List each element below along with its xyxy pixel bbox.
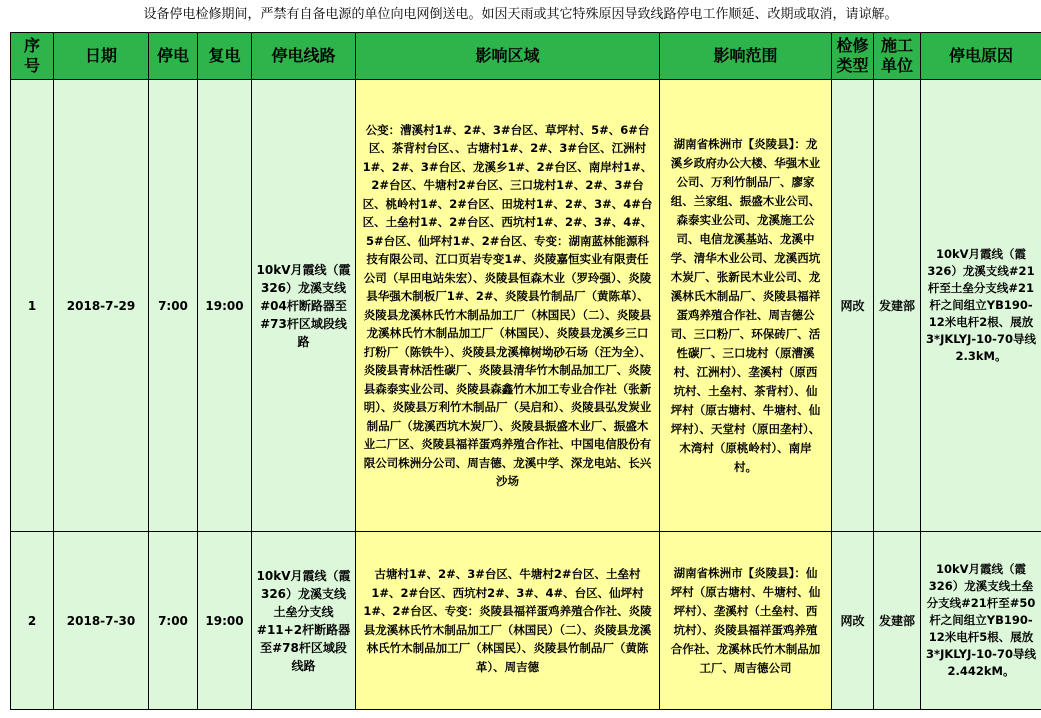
row-area: 公变：漕溪村1#、2#、3#台区、草坪村、5#、6#台区、茶背村台区、、古塘村1#、2#、3#台区、江洲村1#、2#、3#台区、龙溪乡1#、2#台区、南岸村1#、2#台区、牛塘村2#台区、三口垅村1#、2#、3#台区、桃岭村1#、2#台区、田垅村1#、2#、3#、4#台区、土垒村1#、2#台区、西坑村1#、2#、3#、4#、5#台区、仙坪村1#、2#台区、专变：湖南蓝林能源科技有限公司、江口页岩专变1#、炎陵嘉恒实业有限责任公司（早田电站朱宏）、炎陵县恒森木业（罗玲强）、炎陵县华强木制板厂1#、2#、炎陵县竹制品厂（黄陈革）、炎陵县龙溪林氏竹木制品加工厂（林国民）（二）、炎陵县龙溪林氏竹木制品加工厂（林国民）、炎陵县龙溪乡三口打粉厂（陈铁牛）、炎陵县龙溪樟树坳砂石场（汪为全）、炎陵县青林活性碳厂、炎陵县清华竹木制品加工厂、炎陵县森泰实业公司、炎陵县森鑫竹木加工专业合作社（张新明）、炎陵县万利竹木制品厂（吴启和）、炎陵县弘发炭业制品厂（垅溪西坑木炭厂）、炎陵县振盛木业厂、振盛木业二厂区、炎陵县福祥蛋鸡养殖合作社、中国电信股份有限公司株洲分公司、周吉德、龙溪中学、深龙电站、长兴沙场 — [356, 80, 660, 532]
header-date: 日期 — [54, 33, 149, 80]
notice-banner: 设备停电检修期间，严禁有自备电源的单位向电网倒送电。如因天雨或其它特殊原因导致线路停电工作顺延、改期或取消，请谅解。 — [143, 7, 898, 22]
header-no — [11, 33, 54, 80]
row-on-time: 19:00 — [198, 532, 252, 710]
header-no-2: 号 — [23, 56, 40, 75]
header-row — [11, 33, 1041, 80]
header-scope: 影响范围 — [660, 33, 832, 80]
row-date: 2018-7-29 — [54, 80, 149, 532]
row-scope: 湖南省株洲市【炎陵县】：仙坪村（原古塘村、牛塘村、仙坪村）、垄溪村（土垒村、西坑村）、炎陵县福祥蛋鸡养殖合作社、龙溪林氏竹木制品加工厂、周吉德公司 — [660, 532, 832, 710]
header-unit-2: 单位 — [880, 56, 913, 75]
header-area: 影响区域 — [356, 33, 660, 80]
row-scope: 湖南省株洲市【炎陵县】：龙溪乡政府办公大楼、华强木业公司、万利竹制品厂、廖家组、兰家组、振盛木业公司、森泰实业公司、龙溪施工公司、电信龙溪基站、龙溪中学、清华木业公司、龙溪西坑木炭厂、张新民木业公司、龙溪林氏木制品厂、炎陵县福祥蛋鸡养殖合作社、周吉德公司、三口粉厂、环保砖厂、活性碳厂、三口垅村（原漕溪村、江洲村）、垄溪村（原西坑村、土垒村、茶背村）、仙坪村（原古塘村、牛塘村、仙坪村）、天堂村（原田垄村）、木湾村（原桃岭村）、南岸村。 — [660, 80, 832, 532]
header-off: 停电 — [149, 33, 198, 80]
header-line: 停电线路 — [252, 33, 356, 80]
header-no-1: 序 — [23, 36, 40, 55]
row-on-time: 19:00 — [198, 80, 252, 532]
header-on: 复电 — [198, 33, 252, 80]
row-line: 10kV月霞线（霞326）龙溪支线土垒分支线#11+2杆断路器至#78杆区域段线路 — [252, 532, 356, 710]
row-type: 网改 — [832, 80, 874, 532]
header-type-2: 类型 — [836, 56, 869, 75]
header-type — [832, 33, 874, 80]
header-type-1: 检修 — [836, 36, 869, 55]
outage-schedule-table — [10, 32, 1041, 710]
row-no: 1 — [11, 80, 54, 532]
header-unit — [874, 33, 921, 80]
table-row — [11, 80, 1041, 532]
row-line: 10kV月霞线（霞326）龙溪支线#04杆断路器至#73杆区域段线路 — [252, 80, 356, 532]
row-unit: 发建部 — [874, 80, 921, 532]
table-row — [11, 532, 1041, 710]
row-unit: 发建部 — [874, 532, 921, 710]
row-type: 网改 — [832, 532, 874, 710]
row-reason: 10kV月霞线（霞326）龙溪支线#21杆至土垒分支线#21杆之间组立YB190-12米电杆2根、展放3*JKLYJ-10-70导线2.3kM。 — [921, 80, 1041, 532]
row-reason: 10kV月霞线（霞326）龙溪支线土垒分支线#21杆至#50杆之间组立YB190-12米电杆5根、展放3*JKLYJ-10-70导线2.442kM。 — [921, 532, 1041, 710]
row-no: 2 — [11, 532, 54, 710]
header-reason: 停电原因 — [921, 33, 1041, 80]
row-area: 古塘村1#、2#、3#台区、牛塘村2#台区、土垒村1#、2#台区、西坑村2#、3#、4#、台区、仙坪村1#、2#台区、专变：炎陵县福祥蛋鸡养殖合作社、炎陵县龙溪林氏竹木制品加工厂（林国民）（二）、炎陵县龙溪林氏竹木制品加工厂（林国民）、炎陵县竹制品厂（黄陈革）、周吉德 — [356, 532, 660, 710]
header-unit-1: 施工 — [880, 36, 913, 55]
row-off-time: 7:00 — [149, 532, 198, 710]
row-date: 2018-7-30 — [54, 532, 149, 710]
row-off-time: 7:00 — [149, 80, 198, 532]
